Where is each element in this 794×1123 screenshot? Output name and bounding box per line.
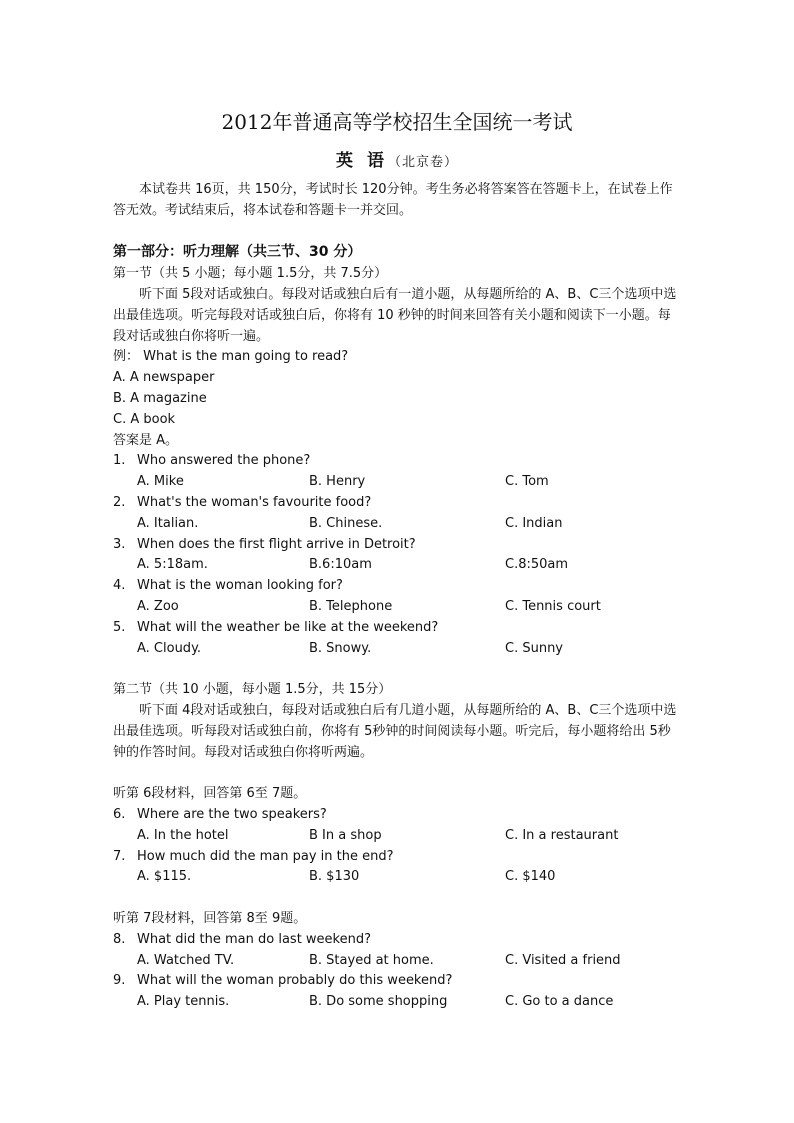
q8-option-a: A. Watched TV.	[137, 953, 235, 968]
question-6	[113, 804, 327, 825]
q3-option-c: C.8:50am	[505, 557, 569, 572]
question-text: When does the first flight arrive in Detroit?	[137, 537, 416, 552]
part1-heading: 第一部分：听力理解（共三节、30 分）	[113, 244, 362, 260]
question-number: 1.	[113, 453, 126, 468]
q5-option-c: C. Sunny	[505, 641, 564, 656]
question-8	[113, 929, 371, 950]
example-option-a: A. A newspaper	[113, 370, 215, 385]
question-1	[113, 450, 310, 471]
question-number: 5.	[113, 620, 126, 635]
q7-option-c: C. $140	[505, 869, 556, 884]
question-text: Where are the two speakers?	[137, 807, 327, 822]
example-question: 例： What is the man going to read?	[113, 349, 349, 364]
section2-heading: 第二节（共 10 小题，每小题 1.5分，共 15分）	[113, 682, 392, 697]
question-number: 3.	[113, 537, 126, 552]
q3-option-b: B.6:10am	[309, 557, 372, 572]
q1-option-a: A. Mike	[137, 474, 184, 489]
question-number: 2.	[113, 495, 126, 510]
q6-option-a: A. In the hotel	[137, 828, 229, 843]
section1-heading: 第一节（共 5 小题；每小题 1.5分，共 7.5分）	[113, 266, 388, 281]
section1-instructions: 听下面 5段对话或独白。每段对话或独白后有一道小题，从每题所给的 A、B、C三个选项中选出最佳选项。听完每段对话或独白后，你将有 10 秒钟的时间来回答有关小题和阅读下一小题。每段对话或独白你将听一遍。	[113, 287, 677, 344]
q2-option-c: C. Indian	[505, 516, 563, 531]
question-number: 7.	[113, 849, 126, 864]
question-number: 8.	[113, 932, 126, 947]
question-number: 6.	[113, 807, 126, 822]
q7-option-a: A. $115.	[137, 869, 192, 884]
exam-subtitle	[0, 146, 794, 171]
section2-instructions: 听下面 4段对话或独白，每段对话或独白后有几道小题，从每题所给的 A、B、C三个选项中选出最佳选项。听每段对话或独白前，你将有 5秒钟的时间阅读每小题。听完后，每小题将给出 5秒钟的作答时间。每段对话或独白你将听两遍。	[113, 703, 677, 760]
question-text: What is the woman looking for?	[137, 578, 343, 593]
q5-option-a: A. Cloudy.	[137, 641, 202, 656]
question-text: What will the woman probably do this weekend?	[137, 973, 453, 988]
question-text: How much did the man pay in the end?	[137, 849, 394, 864]
example-option-c: C. A book	[113, 412, 176, 427]
question-text: What will the weather be like at the weekend?	[137, 620, 439, 635]
q9-option-c: C. Go to a dance	[505, 994, 614, 1009]
q7-option-b: B. $130	[309, 869, 360, 884]
q4-option-a: A. Zoo	[137, 599, 179, 614]
q9-option-b: B. Do some shopping	[309, 994, 448, 1009]
q6-option-c: C. In a restaurant	[505, 828, 619, 843]
material-7-instruction: 听第 7段材料，回答第 8至 9题。	[113, 911, 307, 926]
example-option-b: B. A magazine	[113, 391, 207, 406]
exam-title: 2012年普通高等学校招生全国统一考试	[221, 110, 573, 134]
question-text: Who answered the phone?	[137, 453, 311, 468]
question-3	[113, 534, 416, 555]
question-number: 4.	[113, 578, 126, 593]
q8-option-b: B. Stayed at home.	[309, 953, 434, 968]
exam-intro: 本试卷共 16页，共 150分，考试时长 120分钟。考生务必将答案答在答题卡上，在试卷上作答无效。考试结束后，将本试卷和答题卡一并交回。	[113, 182, 673, 218]
question-text: What did the man do last weekend?	[137, 932, 372, 947]
q1-option-b: B. Henry	[309, 474, 366, 489]
question-2	[113, 492, 371, 513]
example-answer: 答案是 A。	[113, 433, 179, 448]
q1-option-c: C. Tom	[505, 474, 549, 489]
q2-option-a: A. Italian.	[137, 516, 199, 531]
question-4	[113, 575, 343, 596]
q4-option-c: C. Tennis court	[505, 599, 601, 614]
question-number: 9.	[113, 973, 126, 988]
question-5	[113, 617, 438, 638]
q5-option-b: B. Snowy.	[309, 641, 372, 656]
q8-option-c: C. Visited a friend	[505, 953, 621, 968]
region-label: （北京卷）	[387, 155, 458, 170]
q6-option-b: B In a shop	[309, 828, 382, 843]
question-9	[113, 970, 452, 991]
question-text: What's the woman's favourite food?	[137, 495, 372, 510]
subject-name: 英 语	[336, 151, 388, 171]
q4-option-b: B. Telephone	[309, 599, 393, 614]
q2-option-b: B. Chinese.	[309, 516, 383, 531]
q9-option-a: A. Play tennis.	[137, 994, 230, 1009]
q3-option-a: A. 5:18am.	[137, 557, 208, 572]
question-7	[113, 846, 394, 867]
material-6-instruction: 听第 6段材料，回答第 6至 7题。	[113, 786, 307, 801]
